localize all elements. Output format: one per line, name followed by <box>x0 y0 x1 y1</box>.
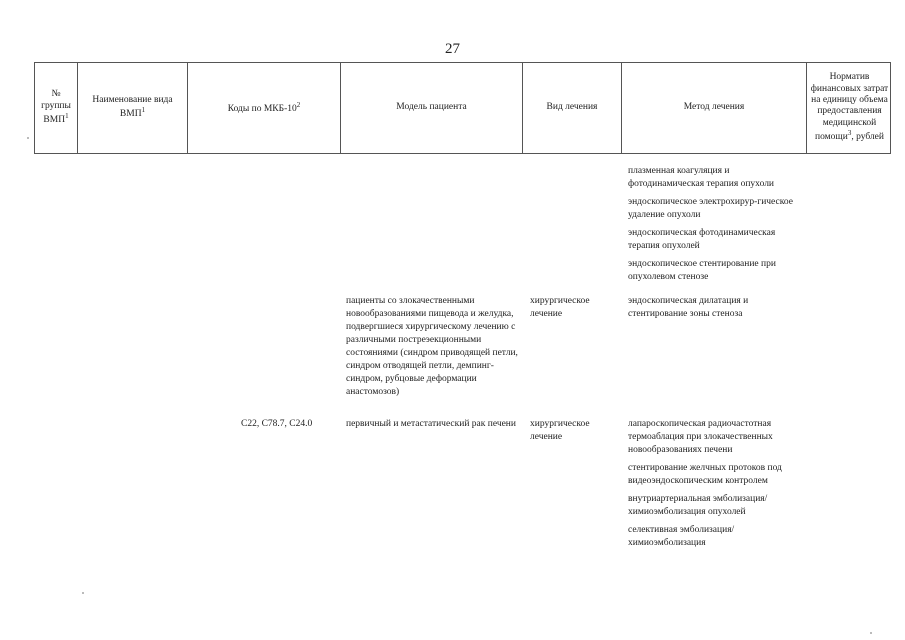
method-item: плазменная коагуляция и фотодинамическая терапия опухоли <box>628 166 775 189</box>
gastro-method: эндоскопическая дилатация и стентирование зоны стеноза <box>628 296 749 319</box>
liver-patient-model: первичный и метастатический рак печени <box>346 419 516 429</box>
method-item: эндоскопическое электрохирур-гическое удаление опухоли <box>628 197 793 220</box>
gastro-patient-model: пациенты со злокачественными новообразованиями пищевода и желудка, подвергшиеся хирургическому лечению с различными постреэекционными состояниями (синдром приводящей петли, синдром отводящей петли, демпинг-синдром, рубцовые деформации анастомозов) <box>346 296 518 397</box>
table-header <box>34 62 891 154</box>
liver-treatment-type: хирургическое лечение <box>530 419 590 442</box>
header-patient-model: Модель пациента <box>341 63 523 153</box>
method-item: эндоскопическая фотодинамическая терапия опухолей <box>628 228 776 251</box>
scan-mark <box>27 137 29 139</box>
header-financial-norm: Норматив финансовых затрат на единицу объема предоставления медицинской помощи$^3$, рублей <box>810 72 889 143</box>
method-item: селективная эмболизация/химиоэмболизация <box>628 525 735 548</box>
page-number: 27 <box>445 41 460 57</box>
header-vmp-name: Наименование вида ВМП$^1$ <box>78 63 188 153</box>
header-icd-codes: Коды по МКБ-$10^2$ <box>188 63 341 153</box>
methods-top-list <box>628 165 800 289</box>
method-item: лапароскопическая радиочастотная термоаблация при злокачественных новообразованиях печени <box>628 419 773 455</box>
method-item: стентирование желчных протоков под видеоэндоскопическим контролем <box>628 463 782 486</box>
method-item: внутриартериальная эмболизация/химиоэмболизация опухолей <box>628 494 768 517</box>
header-group-number: № группы ВМП$^1$ <box>35 63 78 153</box>
gastro-treatment-type: хирургическое лечение <box>530 296 590 319</box>
header-treatment-method: Метод лечения <box>622 63 807 153</box>
scan-mark <box>870 632 872 634</box>
scan-mark <box>82 592 84 594</box>
liver-methods-list <box>628 418 800 555</box>
header-treatment-type: Вид лечения <box>523 63 622 153</box>
method-item: эндоскопическое стентирование при опухолевом стенозе <box>628 259 776 282</box>
liver-icd-codes: C22, C78.7, C24.0 <box>241 419 313 429</box>
